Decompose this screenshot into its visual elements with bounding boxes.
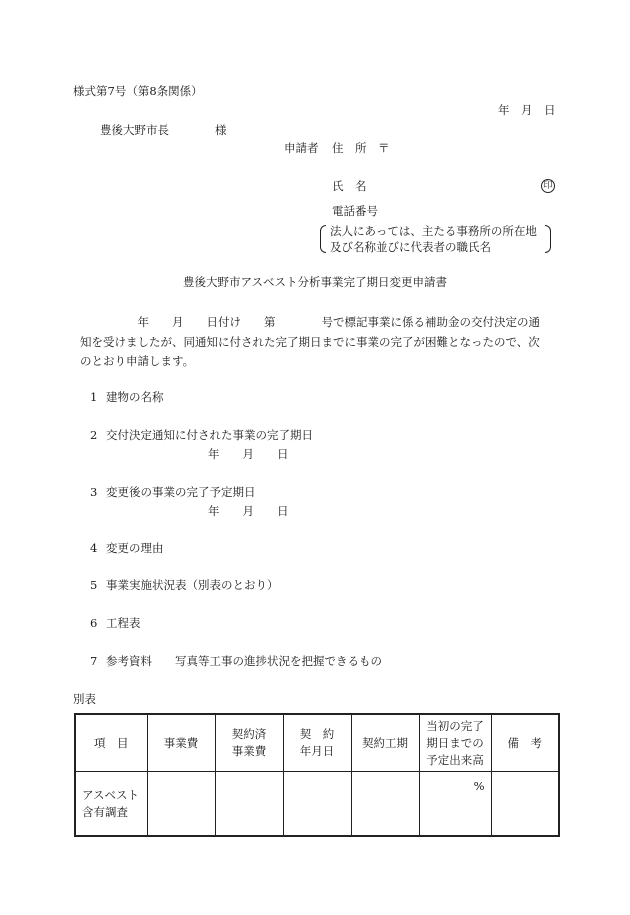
form-number: 様式第7号（第8条関係） <box>73 84 203 98</box>
header-contracted-cost <box>215 714 283 772</box>
header-remarks-text: 備 考 <box>507 735 542 750</box>
corp-note-line2: 及び名称並びに代表者の職氏名 <box>330 240 491 254</box>
body-line-2: 知を受けましたが、同通知に付された完了期日までに事業の完了が困難となったので、次 <box>80 335 540 349</box>
body-line-1: 年 月 日付け 第 号で標記事業に係る補助金の交付決定の通 <box>80 315 540 329</box>
item-4-no: 4 <box>90 541 98 555</box>
applicant-label: 申請者 <box>284 141 319 155</box>
row-contract-period[interactable] <box>351 772 419 837</box>
item-3-label: 変更後の事業の完了予定期日 <box>106 485 256 499</box>
header-item-text: 項 目 <box>94 735 129 750</box>
row-contracted-cost[interactable] <box>215 772 283 837</box>
item-4-label: 変更の理由 <box>106 541 164 555</box>
name-label: 氏 名 <box>332 179 367 193</box>
header-contracted-cost-text: 契約済 事業費 <box>231 727 267 758</box>
annex-table <box>74 713 560 837</box>
bracket-right <box>545 225 551 253</box>
item-6-no: 6 <box>90 616 98 630</box>
header-cost-text: 事業費 <box>163 735 199 750</box>
item-1-label: 建物の名称 <box>106 390 164 404</box>
row-cost[interactable] <box>147 772 215 837</box>
row-contract-date[interactable] <box>283 772 351 837</box>
item-3-no: 3 <box>90 485 98 499</box>
header-contract-period <box>351 714 419 772</box>
item-5-label: 事業実施状況表（別表のとおり） <box>106 578 279 592</box>
item-7-label: 参考資料 写真等工事の進捗状況を把握できるもの <box>106 654 382 668</box>
corp-note-line1: 法人にあっては、主たる事務所の所在地 <box>330 224 537 238</box>
item-7-no: 7 <box>90 654 98 668</box>
percent-unit: % <box>473 779 485 793</box>
table-row <box>75 772 559 837</box>
item-5-no: 5 <box>90 578 98 592</box>
item-1-no: 1 <box>90 390 98 404</box>
item-2-no: 2 <box>90 428 98 442</box>
seal-icon: 印 <box>541 179 555 193</box>
bracket-left <box>320 225 326 253</box>
item-2-label: 交付決定通知に付された事業の完了期日 <box>106 428 313 442</box>
phone-label: 電話番号 <box>332 204 378 218</box>
header-planned-progress <box>419 714 491 772</box>
header-cost <box>147 714 215 772</box>
item-6-label: 工程表 <box>106 616 141 630</box>
annex-header-row <box>75 714 559 772</box>
row-item <box>75 772 147 837</box>
document-title: 豊後大野市アスベスト分析事業完了期日変更申請書 <box>182 275 448 289</box>
item-2-date: 年 月 日 <box>208 447 289 461</box>
row-item-text: アスベスト 含有調査 <box>82 787 140 819</box>
header-contract-date <box>283 714 351 772</box>
header-planned-progress-text: 当初の完了 期日までの 予定出来高 <box>426 718 484 767</box>
address-label: 住 所 〒 <box>332 141 390 155</box>
header-contract-date-text: 契 約 年月日 <box>299 727 335 758</box>
row-planned-progress[interactable] <box>419 772 491 837</box>
header-contract-period-text: 契約工期 <box>362 735 408 750</box>
row-remarks[interactable] <box>491 772 559 837</box>
item-3-date: 年 月 日 <box>208 504 289 518</box>
annex-label: 別表 <box>73 692 96 706</box>
date-line: 年 月 日 <box>498 103 556 117</box>
header-remarks <box>491 714 559 772</box>
body-line-3: のとおり申請します。 <box>80 354 195 368</box>
header-item <box>75 714 147 772</box>
recipient: 豊後大野市長 様 <box>100 123 227 137</box>
